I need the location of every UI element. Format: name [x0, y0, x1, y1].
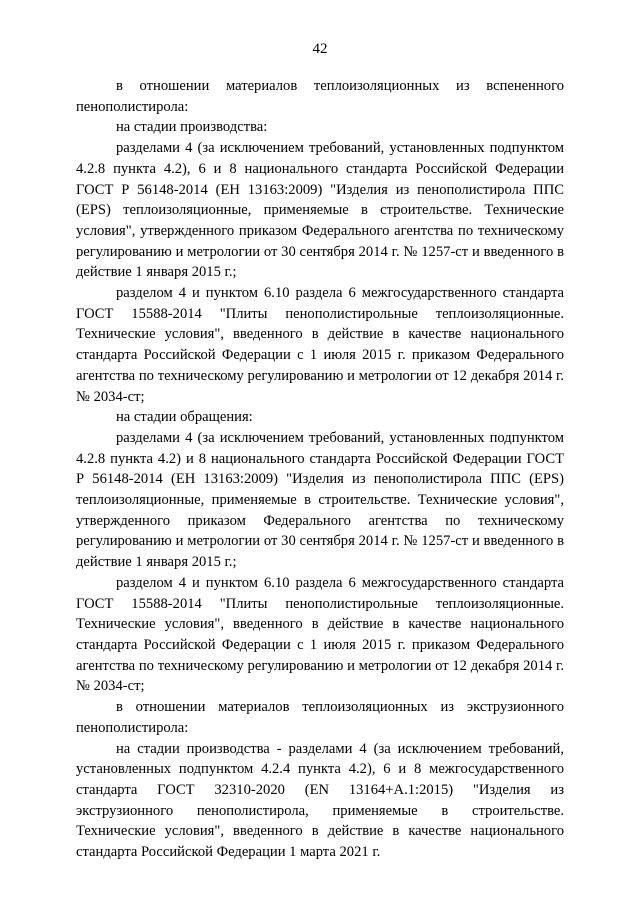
paragraph-gost-r-56148-circulation: разделами 4 (за исключением требований, установленных подпунктом 4.2.8 пункта 4.2) и 8 национального стандарта Российской Федерации ГОСТ Р 56148-2014 (ЕН 13163:2009) "Изделия из пенополистирола ППС (EPS) теплоизоляционные, применяемые в строительстве. Технические условия", утвержденного приказом Федерального агентства по техническому регулированию и метрологии от 30 сентября 2014 г. № 1257-ст и введенного в действие 1 января 2015 г.;	[76, 429, 564, 571]
paragraph-intro-expanded-polystyrene: в отношении материалов теплоизоляционных из вспененного пенополистирола:	[76, 78, 564, 115]
paragraph-circulation-stage: на стадии обращения:	[116, 409, 253, 426]
page-number: 42	[312, 41, 328, 57]
paragraph-intro-extruded-polystyrene: в отношении материалов теплоизоляционных из экструзионного пенополистирола:	[76, 699, 564, 736]
paragraph-gost-32310-production: на стадии производства - разделами 4 (за исключением требований, установленных подпунктом 4.2.4 пункта 4.2), 6 и 8 межгосударственного стандарта ГОСТ 32310-2020 (EN 13164+A.1:2015) "Изделия из экструзионного пенополистирола, применяемые в строительстве. Технические условия", введенного в действие в качестве национального стандарта Российской Федерации 1 марта 2021 г.	[76, 740, 564, 861]
document-body	[76, 76, 564, 863]
paragraph-gost-15588-production: разделом 4 и пунктом 6.10 раздела 6 межгосударственного стандарта ГОСТ 15588-2014 "Плиты пенополистирольные теплоизоляционные. Технические условия", введенного в действие в качестве национального стандарта Российской Федерации с 1 июля 2015 г. приказом Федерального агентства по техническому регулированию и метрологии от 12 декабря 2014 г. № 2034-ст;	[76, 285, 564, 405]
paragraph-production-stage: на стадии производства:	[116, 119, 268, 136]
paragraph-gost-15588-circulation: разделом 4 и пунктом 6.10 раздела 6 межгосударственного стандарта ГОСТ 15588-2014 "Плиты пенополистирольные теплоизоляционные. Технические условия", введенного в действие в качестве национального стандарта Российской Федерации с 1 июля 2015 г. приказом Федерального агентства по техническому регулированию и метрологии от 12 декабря 2014 г. № 2034-ст;	[76, 574, 564, 695]
paragraph-gost-r-56148-production: разделами 4 (за исключением требований, установленных подпунктом 4.2.8 пункта 4.2), 6 и 8 национального стандарта Российской Федерации ГОСТ Р 56148-2014 (ЕН 13163:2009) "Изделия из пенополистирола ППС (EPS) теплоизоляционные, применяемые в строительстве. Технические условия", утвержденного приказом Федерального агентства по техническому регулированию и метрологии от 30 сентября 2014 г. № 1257-ст и введенного в действие 1 января 2015 г.;	[76, 140, 564, 281]
